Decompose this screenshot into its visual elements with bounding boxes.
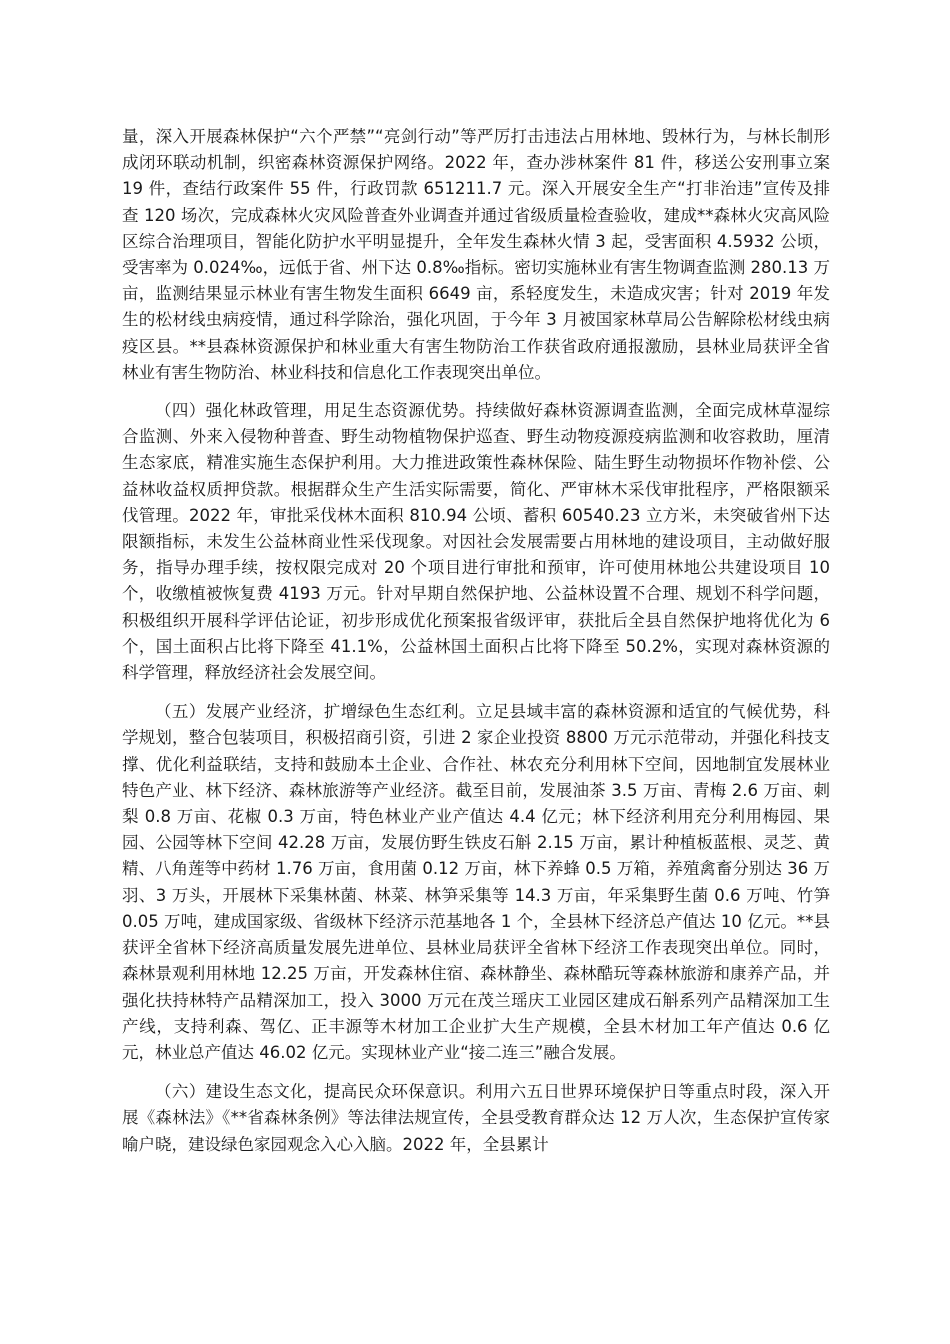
paragraph-forest-protection: 量，深入开展森林保护“六个严禁”“亮剑行动”等严厉打击违法占用林地、毁林行为，与林长制形成闭环联动机制，织密森林资源保护网络。2022 年，查办涉林案件 81 件，移送公安刑事立案 19 件，查结行政案件 55 件，行政罚款 651211.7 元。深入开展安全生产“打非治违”宣传及排查 120 场次，完成森林火灾风险普查外业调查并通过省级质量检查验收，建成**森林火灾高风险区综合治理项目，智能化防护水平明显提升，全年发生森林火情 3 起，受害面积 4.5932 公顷，受害率为 0.024‰，远低于省、州下达 0.8‰指标。密切实施林业有害生物调查监测 280.13 万亩，监测结果显示林业有害生物发生面积 6649 亩，系轻度发生，未造成灾害；针对 2019 年发生的松材线虫病疫情，通过科学除治，强化巩固，于今年 3 月被国家林草局公告解除松材线虫病疫区县。**县森林资源保护和林业重大有害生物防治工作获省政府通报激励，县林业局获评全省林业有害生物防治、林业科技和信息化工作表现突出单位。: [122, 127, 830, 382]
paragraph-ecological-culture: （六）建设生态文化，提高民众环保意识。利用六五日世界环境保护日等重点时段，深入开展《森林法》《**省森林条例》等法律法规宣传，全县受教育群众达 12 万人次，生态保护宣传家喻户晓，建设绿色家园观念入心入脑。2022 年，全县累计: [122, 1082, 830, 1154]
paragraph-industry-economy: （五）发展产业经济，扩增绿色生态红利。立足县域丰富的森林资源和适宜的气候优势，科学规划，整合包装项目，积极招商引资，引进 2 家企业投资 8800 万元示范带动，并强化科技支撑、优化利益联结，支持和鼓励本土企业、合作社、林农充分利用林下空间，因地制宜发展林业特色产业、林下经济、森林旅游等产业经济。截至目前，发展油茶 3.5 万亩、青梅 2.6 万亩、刺梨 0.8 万亩、花椒 0.3 万亩，特色林业产业产值达 4.4 亿元；林下经济利用充分利用梅园、果园、公园等林下空间 42.28 万亩，发展仿野生铁皮石斛 2.15 万亩，累计种植板蓝根、灵芝、黄精、八角莲等中药材 1.76 万亩，食用菌 0.12 万亩，林下养蜂 0.5 万箱，养殖禽畜分别达 36 万羽、3 万头，开展林下采集林菌、林菜、林笋采集等 14.3 万亩，年采集野生菌 0.6 万吨、竹笋 0.05 万吨，建成国家级、省级林下经济示范基地各 1 个，全县林下经济总产值达 10 亿元。**县获评全省林下经济高质量发展先进单位、县林业局获评全省林下经济工作表现突出单位。同时，森林景观利用林地 12.25 万亩，开发森林住宿、森林静坐、森林酷玩等森林旅游和康养产品，并强化扶持林特产品精深加工，投入 3000 万元在茂兰瑶庆工业园区建成石斛系列产品精深加工生产线，支持利森、驾亿、正丰源等木材加工企业扩大生产规模，全县木材加工年产值达 0.6 亿元，林业总产值达 46.02 亿元。实现林业产业“接二连三”融合发展。: [122, 702, 830, 1062]
document-body: [122, 124, 830, 1158]
paragraph-forestry-administration: （四）强化林政管理，用足生态资源优势。持续做好森林资源调查监测，全面完成林草湿综合监测、外来入侵物种普查、野生动物植物保护巡查、野生动物疫源疫病监测和收容救助，厘清生态家底，精准实施生态保护利用。大力推进政策性森林保险、陆生野生动物损坏作物补偿、公益林收益权质押贷款。根据群众生产生活实际需要，简化、严审林木采伐审批程序，严格限额采伐管理。2022 年，审批采伐林木面积 810.94 公顷、蓄积 60540.23 立方米，未突破省州下达限额指标，未发生公益林商业性采伐现象。对因社会发展需要占用林地的建设项目，主动做好服务，指导办理手续，按权限完成对 20 个项目进行审批和预审，许可使用林地公共建设项目 10 个，收缴植被恢复费 4193 万元。针对早期自然保护地、公益林设置不合理、规划不科学问题，积极组织开展科学评估论证，初步形成优化预案报省级评审，获批后全县自然保护地将优化为 6 个，国土面积占比将下降至 41.1%，公益林国土面积占比将下降至 50.2%，实现对森林资源的科学管理，释放经济社会发展空间。: [122, 401, 830, 683]
